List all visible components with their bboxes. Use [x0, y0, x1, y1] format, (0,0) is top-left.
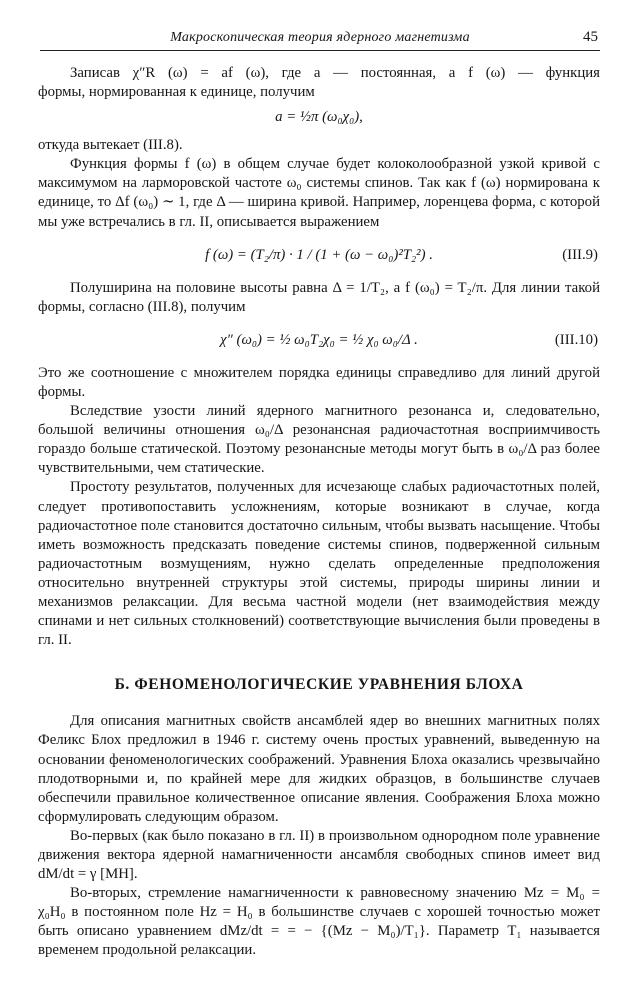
paragraph-line: формы, нормированная к единице, получим [38, 84, 315, 101]
equation-text: a = ½π (ω₀χ₀), [275, 109, 363, 126]
paragraph-line: Записав χ″R (ω) = af (ω), где a — постоянная, а f (ω) — функция [70, 65, 600, 81]
running-title: Макроскопическая теория ядерного магнетизма [170, 30, 470, 45]
paragraph: Простоту результатов, полученных для исчезающе слабых радиочастотных полей, следует противопоставить усложнениям, которые возникают в случае, когда радиочастотное поле становится достаточно сильным, чтобы вызвать насыщение. Чтобы иметь возможность предсказать поведение системы спинов, подверженной сильным радиочастотным возмущениям, нужно сделать определенные предположения относительно внутренней структуры этой системы, природы ширины линии и механизмов релаксации. Для весьма частной модели (нет взаимодействия между спинами и нет сильных столкновений) соответствующие вычисления были проведены в гл. II. [38, 479, 600, 649]
paragraph: откуда вытекает (III.8). [38, 137, 183, 154]
paragraph: Полуширина на половине высоты равна Δ = 1/T₂, а f (ω₀) = T₂/π. Для линии такой формы, согласно (III.8), получим [38, 279, 600, 315]
paragraph: Функция формы f (ω) в общем случае будет колоколообразной узкой кривой с максимумом на ларморовской частоте ω₀ системы спинов. Так как f (ω) нормирована к единице, то Δf (ω₀) ∼ 1, где Δ — ширина кривой. Например, лоренцева форма, с которой мы уже встречались в гл. II, описывается выражением [38, 156, 600, 230]
equation-text: χ″ (ω₀) = ½ ω₀T₂χ₀ = ½ χ₀ ω₀/Δ . [220, 331, 418, 348]
equation-number: (III.10) [554, 331, 598, 348]
equation [38, 325, 600, 355]
paragraph: Во-вторых, стремление намагниченности к равновесному значению Mz = M₀ = χ₀H₀ в постоянном поле Hz = H₀ в большинстве случаев с хорошей точностью может быть описано уравнением dMz/dt = = − {(Mz − M₀)/T₁}. Параметр T₁ называется временем продольной релаксации. [38, 885, 600, 959]
equation-number: (III.9) [562, 246, 598, 263]
section-heading: Б. ФЕНОМЕНОЛОГИЧЕСКИЕ УРАВНЕНИЯ БЛОХА [114, 676, 524, 694]
running-header [40, 26, 600, 51]
paragraph: Это же соотношение с множителем порядка единицы справедливо для линий другой формы. [38, 364, 600, 400]
paragraph: Вследствие узости линий ядерного магнитного резонанса и, следовательно, большой величины отношения ω₀/Δ резонансная радиочастотная восприимчивость гораздо больше статической. Поэтому резонансные методы могут быть в ω₀/Δ раз более чувствительными, чем статические. [38, 403, 600, 477]
paragraph: Для описания магнитных свойств ансамблей ядер во внешних магнитных полях Феликс Блох предложил в 1946 г. систему очень простых уравнений, выведенную на основании феноменологических соображений. Уравнения Блоха оказались чрезвычайно плодотворными и, по крайней мере для жидких образцов, в большинстве случаев обеспечили правильное количественное описание явления. Соображения Блоха можно сформулировать следующим образом. [38, 713, 600, 825]
page-number: 45 [583, 29, 598, 45]
paragraph: Во-первых (как было показано в гл. II) в произвольном однородном поле уравнение движения вектора ядерной намагниченности ансамбля свободных спинов имеет вид dM/dt = γ [MH]. [38, 827, 600, 883]
equation [38, 240, 600, 270]
equation [38, 106, 600, 128]
equation-text: f (ω) = (T₂/π) · 1 / (1 + (ω − ω₀)²T₂²) . [205, 246, 433, 263]
page-body [38, 64, 600, 961]
